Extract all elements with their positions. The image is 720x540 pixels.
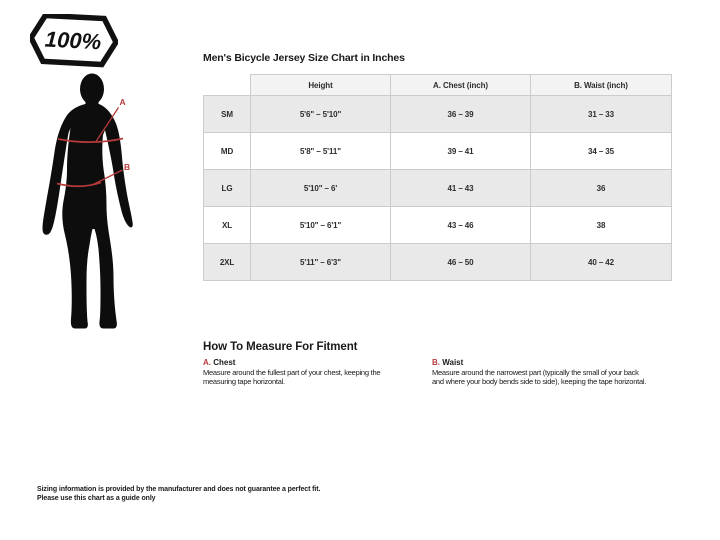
chest-value: 46 – 50 — [391, 244, 531, 281]
column-header-waist: B. Waist (inch) — [531, 75, 672, 96]
measure-label-waist-prefix: B. — [432, 358, 440, 367]
height-value: 5'8" – 5'11" — [251, 133, 391, 170]
table-row-md — [204, 133, 672, 170]
measure-label-waist — [432, 358, 650, 367]
body-silhouette — [43, 103, 133, 329]
measure-desc-chest: Measure around the fullest part of your chest, keeping the measuring tape horizontal. — [203, 368, 381, 386]
waist-value: 40 – 42 — [531, 244, 672, 281]
header-row — [204, 75, 672, 96]
corner-cell — [204, 75, 251, 96]
disclaimer-line-1: Sizing information is provided by the manufacturer and does not guarantee a perfect fit. — [37, 486, 321, 493]
body-measurement-figure — [25, 70, 170, 335]
height-value: 5'10" – 6'1" — [251, 207, 391, 244]
chest-value: 36 – 39 — [391, 96, 531, 133]
chest-label: A — [119, 97, 126, 107]
disclaimer-line-2: Please use this chart as a guide only — [37, 494, 156, 502]
chest-value: 41 – 43 — [391, 170, 531, 207]
size-label: SM — [204, 96, 251, 133]
table-row-lg — [204, 170, 672, 207]
size-label: LG — [204, 170, 251, 207]
brand-logo-text: 100% — [44, 26, 102, 55]
size-table-header — [204, 75, 672, 96]
waist-label: B — [124, 162, 131, 172]
waist-value: 34 – 35 — [531, 133, 672, 170]
measure-item-waist — [432, 358, 650, 386]
size-label: 2XL — [204, 244, 251, 281]
chest-value: 43 – 46 — [391, 207, 531, 244]
page-title: Men's Bicycle Jersey Size Chart in Inches — [203, 52, 405, 64]
measure-heading: How To Measure For Fitment — [203, 341, 358, 353]
waist-value: 38 — [531, 207, 672, 244]
size-label: XL — [204, 207, 251, 244]
measure-section — [203, 341, 683, 386]
column-header-chest: A. Chest (inch) — [391, 75, 531, 96]
table-row-xl — [204, 207, 672, 244]
measure-item-chest — [203, 358, 408, 386]
height-value: 5'6" – 5'10" — [251, 96, 391, 133]
disclaimer — [37, 486, 320, 503]
size-table — [203, 74, 672, 281]
measure-desc-waist: Measure around the narrowest part (typically the small of your back and where your body bends side to side), keeping the tape horizontal. — [432, 368, 647, 386]
waist-value: 36 — [531, 170, 672, 207]
measure-label-chest-prefix: A. — [203, 358, 211, 367]
height-value: 5'11" – 6'3" — [251, 244, 391, 281]
measure-label-waist-text: Waist — [442, 358, 464, 367]
chest-value: 39 – 41 — [391, 133, 531, 170]
waist-value: 31 – 33 — [531, 96, 672, 133]
measure-label-chest-text: Chest — [213, 358, 236, 367]
table-row-2xl — [204, 244, 672, 281]
height-value: 5'10" – 6' — [251, 170, 391, 207]
table-row-sm — [204, 96, 672, 133]
size-label: MD — [204, 133, 251, 170]
measure-label-chest — [203, 358, 408, 367]
column-header-height: Height — [251, 75, 391, 96]
brand-logo — [30, 14, 118, 70]
